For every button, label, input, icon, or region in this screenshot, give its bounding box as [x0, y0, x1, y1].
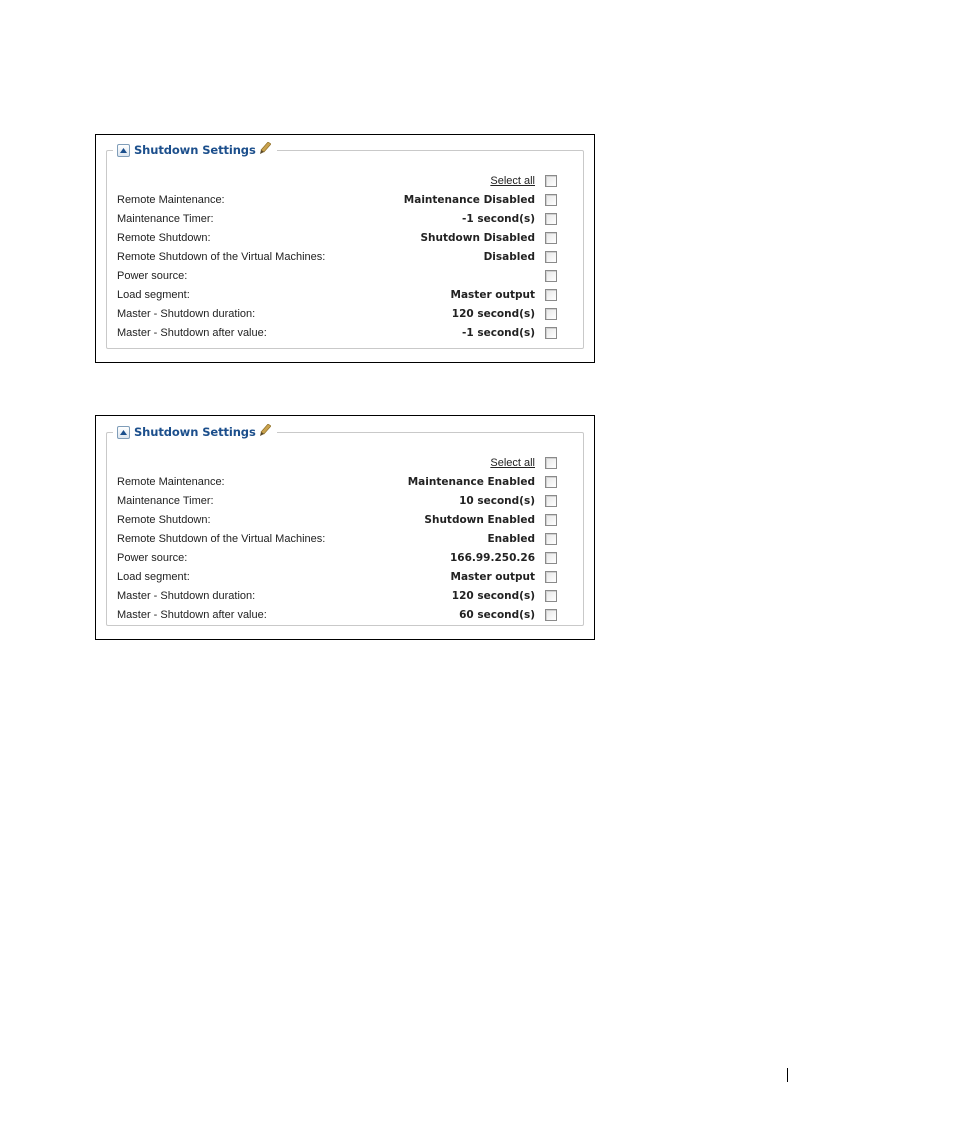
page-margin-marker — [787, 1068, 788, 1082]
setting-value: 120 second(s) — [451, 589, 535, 602]
setting-value: Shutdown Enabled — [424, 513, 535, 526]
setting-checkbox[interactable] — [545, 571, 557, 583]
setting-checkbox[interactable] — [545, 232, 557, 244]
setting-value: Maintenance Enabled — [407, 475, 535, 488]
shutdown-settings-fieldset — [106, 143, 584, 349]
setting-checkbox[interactable] — [545, 609, 557, 621]
setting-row-remote-shutdown — [117, 510, 557, 529]
select-all-link[interactable]: Select all — [490, 456, 535, 469]
setting-label: Maintenance Timer: — [117, 494, 214, 507]
setting-row-shutdown-duration — [117, 304, 557, 323]
setting-checkbox[interactable] — [545, 590, 557, 602]
setting-row-power-source — [117, 548, 557, 567]
setting-checkbox[interactable] — [545, 514, 557, 526]
setting-value: 60 second(s) — [459, 608, 535, 621]
setting-label: Power source: — [117, 269, 188, 282]
setting-value: Master output — [450, 570, 535, 583]
panel-title: Shutdown Settings — [134, 143, 256, 157]
setting-row-maintenance-timer — [117, 491, 557, 510]
setting-value: 10 second(s) — [459, 494, 535, 507]
setting-label: Remote Shutdown of the Virtual Machines: — [117, 532, 326, 545]
setting-value: Master output — [450, 288, 535, 301]
setting-value: 120 second(s) — [451, 307, 535, 320]
setting-label: Remote Shutdown: — [117, 231, 211, 244]
setting-row-power-source — [117, 266, 557, 285]
setting-label: Master - Shutdown after value: — [117, 608, 267, 621]
panel-header — [113, 141, 277, 159]
panel-header — [113, 423, 277, 441]
setting-checkbox[interactable] — [545, 552, 557, 564]
setting-row-remote-maintenance — [117, 190, 557, 209]
setting-checkbox[interactable] — [545, 213, 557, 225]
setting-label: Remote Shutdown: — [117, 513, 211, 526]
setting-value: Disabled — [483, 250, 535, 263]
collapse-up-icon[interactable] — [117, 426, 130, 439]
setting-checkbox[interactable] — [545, 251, 557, 263]
setting-row-shutdown-after — [117, 605, 557, 624]
shutdown-settings-panel-1 — [95, 134, 595, 363]
setting-label: Master - Shutdown duration: — [117, 589, 256, 602]
setting-value: Enabled — [487, 532, 535, 545]
select-all-checkbox[interactable] — [545, 457, 557, 469]
select-all-checkbox[interactable] — [545, 175, 557, 187]
setting-label: Load segment: — [117, 288, 190, 301]
setting-checkbox[interactable] — [545, 533, 557, 545]
setting-label: Remote Shutdown of the Virtual Machines: — [117, 250, 326, 263]
setting-checkbox[interactable] — [545, 194, 557, 206]
setting-label: Master - Shutdown duration: — [117, 307, 256, 320]
collapse-up-icon[interactable] — [117, 144, 130, 157]
setting-label: Master - Shutdown after value: — [117, 326, 267, 339]
pencil-icon[interactable] — [260, 141, 271, 159]
setting-label: Load segment: — [117, 570, 190, 583]
select-all-link[interactable]: Select all — [490, 174, 535, 187]
shutdown-settings-panel-2 — [95, 415, 595, 640]
setting-checkbox[interactable] — [545, 308, 557, 320]
setting-row-shutdown-duration — [117, 586, 557, 605]
setting-row-load-segment — [117, 567, 557, 586]
setting-label: Remote Maintenance: — [117, 193, 225, 206]
setting-row-maintenance-timer — [117, 209, 557, 228]
setting-value: 166.99.250.26 — [449, 551, 535, 564]
setting-value: Shutdown Disabled — [420, 231, 535, 244]
panel-title: Shutdown Settings — [134, 425, 256, 439]
setting-row-remote-shutdown-vms — [117, 247, 557, 266]
pencil-icon[interactable] — [260, 423, 271, 441]
setting-label: Maintenance Timer: — [117, 212, 214, 225]
settings-list — [117, 171, 557, 342]
setting-value: -1 second(s) — [462, 212, 535, 225]
setting-label: Remote Maintenance: — [117, 475, 225, 488]
setting-checkbox[interactable] — [545, 270, 557, 282]
setting-row-load-segment — [117, 285, 557, 304]
select-all-row — [117, 171, 557, 190]
setting-value: Maintenance Disabled — [403, 193, 535, 206]
setting-checkbox[interactable] — [545, 289, 557, 301]
setting-checkbox[interactable] — [545, 495, 557, 507]
setting-row-remote-maintenance — [117, 472, 557, 491]
shutdown-settings-fieldset — [106, 425, 584, 626]
setting-row-remote-shutdown-vms — [117, 529, 557, 548]
select-all-row — [117, 453, 557, 472]
setting-row-remote-shutdown — [117, 228, 557, 247]
setting-label: Power source: — [117, 551, 188, 564]
setting-row-shutdown-after — [117, 323, 557, 342]
setting-value: -1 second(s) — [462, 326, 535, 339]
setting-checkbox[interactable] — [545, 327, 557, 339]
setting-checkbox[interactable] — [545, 476, 557, 488]
settings-list — [117, 453, 557, 624]
